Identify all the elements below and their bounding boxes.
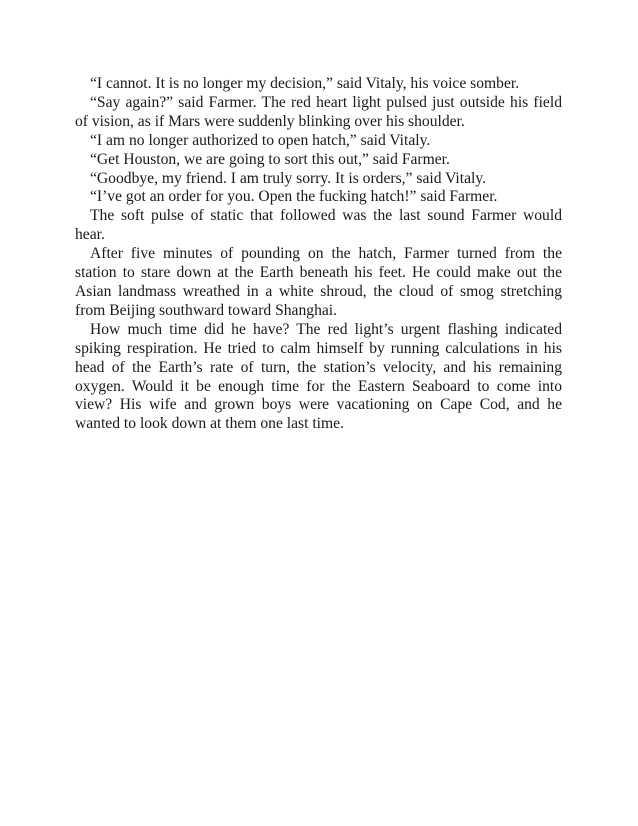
paragraph: “I am no longer authorized to open hatch,” said Vitaly. <box>90 131 431 149</box>
paragraph: After five minutes of pounding on the hatch, Farmer turned from the station to stare down at the Earth beneath his feet. He could make out the Asian landmass wreathed in a white shroud, the cloud of smog stretching from Beijing southward toward Shanghai. <box>75 245 562 319</box>
paragraph: “Goodbye, my friend. I am truly sorry. It is orders,” said Vitaly. <box>90 169 487 187</box>
paragraph: “I cannot. It is no longer my decision,” said Vitaly, his voice somber. <box>90 75 520 92</box>
paragraph: “I’ve got an order for you. Open the fucking hatch!” said Farmer. <box>90 188 498 206</box>
paragraph: The soft pulse of static that followed was the last sound Farmer would hear. <box>75 207 562 244</box>
body-text <box>75 75 562 434</box>
paragraph: How much time did he have? The red light’s urgent flashing indicated spiking respiration. He tried to calm himself by running calculations in his head of the Earth’s rate of turn, the station’s velocity, and his remaining oxygen. Would it be enough time for the Eastern Seaboard to come into view? His wife and grown boys were vacationing on Cape Cod, and he wanted to look down at them one last time. <box>75 320 562 433</box>
paragraph: “Get Houston, we are going to sort this out,” said Farmer. <box>90 150 450 168</box>
paragraph: “Say again?” said Farmer. The red heart light pulsed just outside his field of vision, as if Mars were suddenly blinking over his shoulder. <box>75 93 562 130</box>
